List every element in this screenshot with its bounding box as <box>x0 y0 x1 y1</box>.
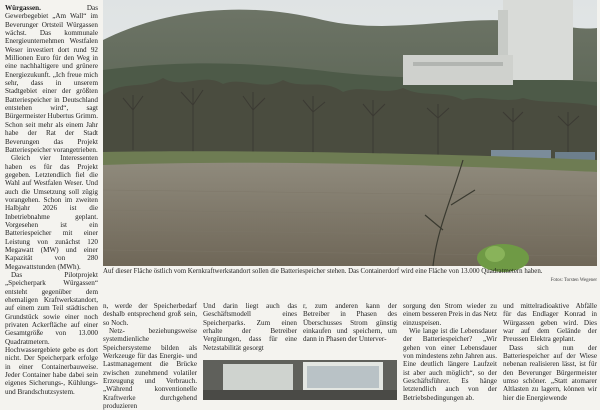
paragraph: r, zum anderen kann der Betreiber in Phasen des Überschusses Strom günstig einkaufen und speichern, um dann in Phasen der Unterver- <box>303 302 397 344</box>
paragraph-text: Das Gewerbegebiet „Am Wall“ im Beverunger Ortsteil Würgassen wächst. Das kommunale Energieunternehmen Westfalen Weser investiert dort rund 92 Millionen Euro für den Weg in eine nachhaltigere und grünere Energiezukunft. „Ich freue mich sehr, dass in unserem Stadtgebiet einer der größten Batteriespeicher in Deutschland entstehen wird“, sagt Bürgermeister Hubertus Grimm. Schon seit mehr als einem Jahr habe der Rat der Stadt Beverungen das Projekt Batteriespeicher vorangetrieben. <box>5 4 98 154</box>
paragraph <box>5 4 98 154</box>
paragraph: Und darin liegt auch das Geschäftsmodell eines Speicherparks. Zum einen erhalte der Betreiber Vergütungen, dass für eine Netzstabilität gesorgt <box>203 302 297 352</box>
paragraph: und mittelradioaktive Abfälle für das Endlager Konrad in Würgassen geben wird. Dies war auf dem Gelände der Preussen Elektra geplant. <box>503 302 597 344</box>
article-column <box>103 302 197 410</box>
paragraph: Gleich vier Interessenten haben es für das Projekt gegeben. Letztendlich fiel die Wahl auf Westfalen Weser. Und auch die Umsetzung soll zügig vorangehen. Schon im zweiten Halbjahr 2026 ist die Inbetriebnahme geplant. Vorgesehen ist ein Batteriespeicher mit einer Leistung von zunächst 120 Megawatt (MW) und einer Kapazität von 280 Megawattstunden (MWh). <box>5 154 98 271</box>
paragraph: n, werde der Speicherbedarf deshalb entsprechend groß sein, so Noch. <box>103 302 197 327</box>
paragraph: Wie lange ist die Lebensdauer der Batteriespeicher? „Wir gehen von einer Lebensdauer von mindestens zehn Jahren aus. Eine deutlich längere Laufzeit ist aber auch möglich“, so der Geschäftsführer. Es hänge letztendlich auch von der Betriebsbedingungen ab. <box>403 327 497 402</box>
photo-credit: Fotos: Torsten Wegener <box>550 278 597 283</box>
article-left-column <box>0 0 100 400</box>
paragraph: Das Pilotprojekt „Speicherpark Würgassen“ entsteht gegenüber dem ehemaligen Kraftwerkstandort, auf einem zum Teil städtischen Grundstück sowie einer noch privaten Ackerfläche auf einer Gesamtgröße von 13.000 Quadratmetern. Hochwassergebiete gebe es dort nicht. Der Speicherpark erfolge in einer Containerbauweise. Jeder Container habe dabei sein eigenes Sicherungs-, Kühlungs- und Brandschutzsystem. <box>5 271 98 396</box>
photo-caption: Auf dieser Fläche östlich vom Kernkraftwerkstandort sollen die Batteriespeicher stehen. Das Containerdorf wird eine Fläche von 13.000 Quadratmetern haben. <box>103 268 543 275</box>
landscape-illustration <box>103 0 597 266</box>
dateline: Würgassen. <box>5 4 41 12</box>
article-column <box>503 302 597 400</box>
paragraph: Netz- beziehungsweise systemdienliche Speichersysteme bilden als Werkzeuge für das Energie- und Lastmanagement die Brücke zwischen zunehmend volatiler Erzeugung und Verbrauch. „Während konventionelle Kraftwerke durchgehend produzieren <box>103 327 197 410</box>
paragraph: Dass sich nun der Batteriespeicher auf der Wiese nebenan realisieren lässt, ist für den Beverunger Bürgermeister umso schöner. „Statt atomarer Altlasten zu lagern, können wir hier die Energiewende <box>503 343 597 402</box>
inset-photo <box>203 360 397 400</box>
main-photo <box>103 0 597 266</box>
paragraph: sorgung den Strom wieder zu einem besseren Preis in das Netz einzuspeisen. <box>403 302 497 327</box>
room-illustration <box>203 360 397 400</box>
article-column <box>403 302 497 400</box>
